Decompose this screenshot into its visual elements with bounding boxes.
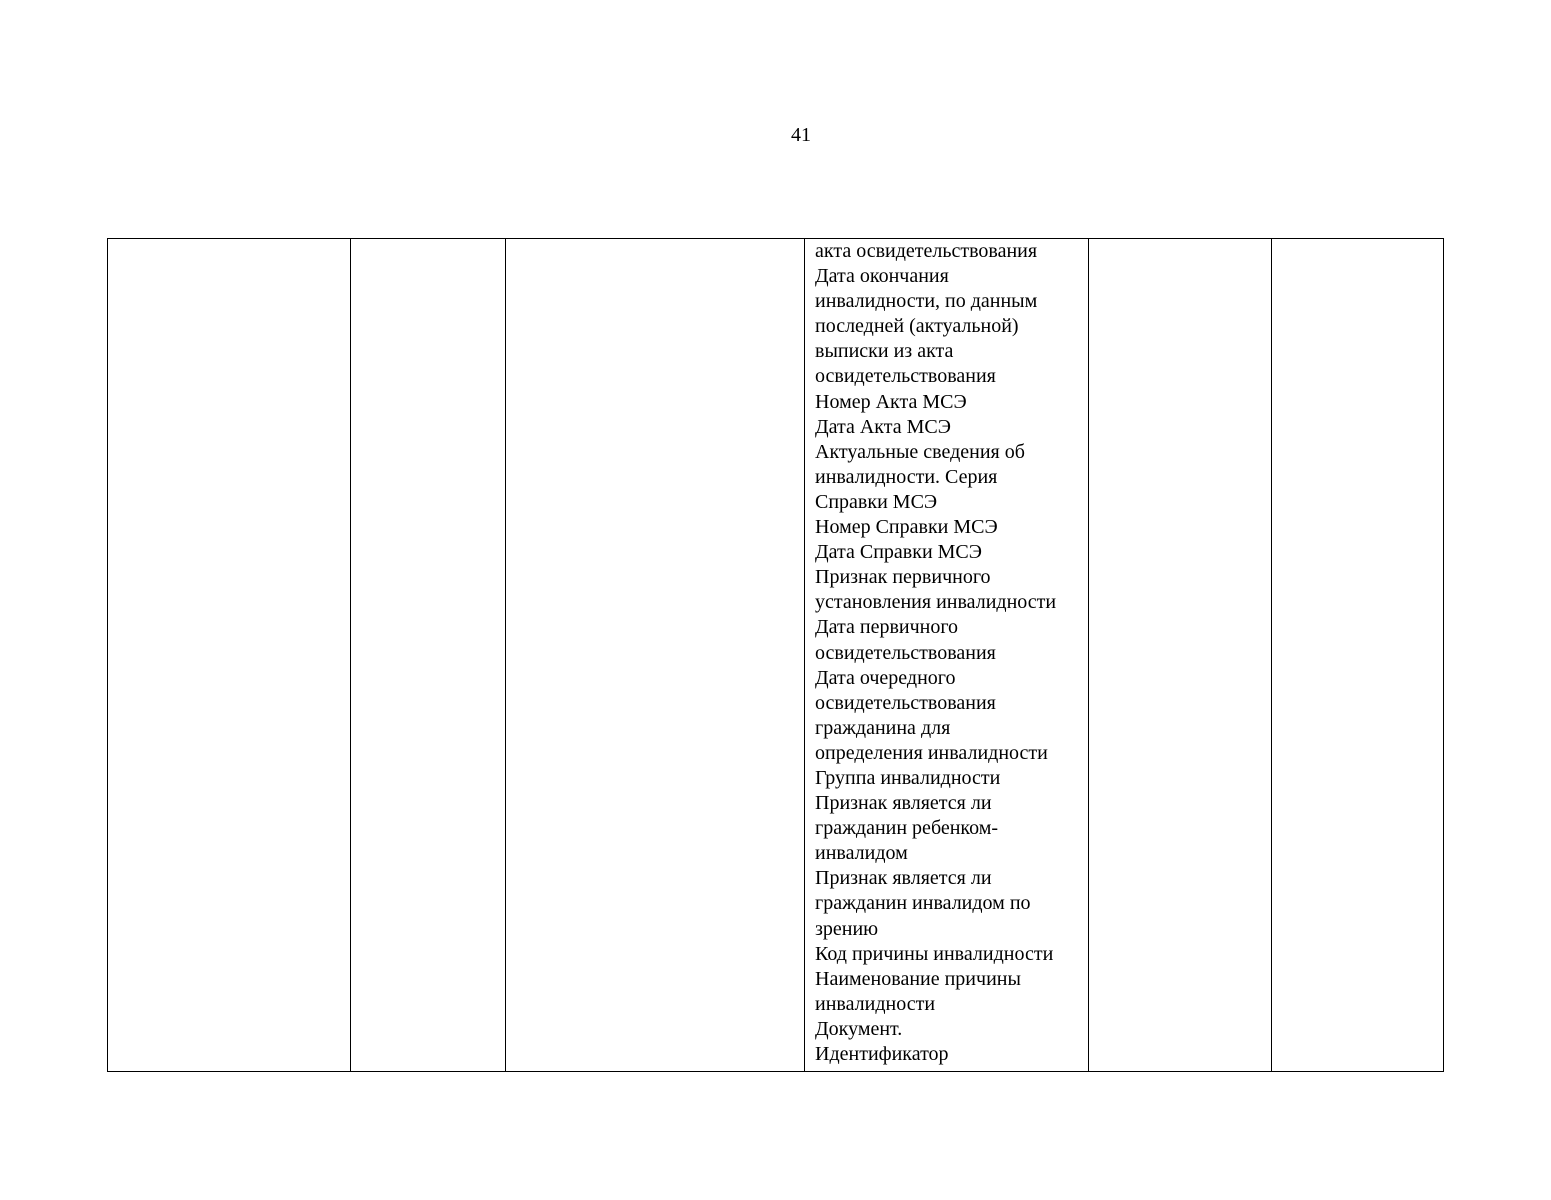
field-line: Идентификатор bbox=[815, 1043, 949, 1065]
field-line: акта освидетельствования bbox=[815, 240, 1038, 262]
field-line: освидетельствования bbox=[815, 691, 996, 714]
field-line: установления инвалидности bbox=[815, 591, 1057, 614]
table-cell-col-3 bbox=[506, 239, 805, 1072]
field-line: гражданин ребенком- bbox=[815, 817, 999, 840]
table-cell-col-2 bbox=[351, 239, 506, 1072]
field-line: Код причины инвалидности bbox=[815, 942, 1054, 965]
table-cell-col-1 bbox=[108, 239, 351, 1072]
field-line: Группа инвалидности bbox=[815, 766, 1001, 789]
field-line: Признак является ли bbox=[815, 792, 992, 815]
field-line: Дата первичного bbox=[815, 616, 959, 639]
field-line: инвалидности. Серия bbox=[815, 465, 998, 488]
field-line: последней (актуальной) bbox=[815, 315, 1019, 338]
field-line: гражданин инвалидом по bbox=[815, 892, 1031, 915]
field-line: Документ. bbox=[815, 1017, 903, 1040]
field-line: Номер Справки МСЭ bbox=[815, 516, 998, 539]
table-cell-col-5 bbox=[1089, 239, 1272, 1072]
field-line: Наименование причины bbox=[815, 967, 1021, 990]
field-line: зрению bbox=[815, 917, 879, 940]
field-line: освидетельствования bbox=[815, 365, 996, 388]
field-line: Дата Справки МСЭ bbox=[815, 541, 982, 564]
table-row bbox=[108, 239, 1444, 1072]
table-cell-col-4 bbox=[805, 239, 1089, 1072]
page-number: 41 bbox=[791, 124, 811, 146]
field-line: инвалидом bbox=[815, 842, 908, 865]
table-cell-col-6 bbox=[1272, 239, 1444, 1072]
field-line: Дата окончания bbox=[815, 265, 949, 288]
field-line: инвалидности, по данным bbox=[815, 290, 1038, 313]
field-line: Признак является ли bbox=[815, 867, 992, 890]
field-line: Признак первичного bbox=[815, 566, 991, 589]
field-line: гражданина для bbox=[815, 716, 951, 739]
field-line: Актуальные сведения об bbox=[815, 440, 1025, 463]
field-line: Номер Акта МСЭ bbox=[815, 390, 967, 413]
field-line: определения инвалидности bbox=[815, 741, 1048, 764]
field-line: инвалидности bbox=[815, 992, 936, 1015]
field-list bbox=[805, 239, 1088, 1067]
field-line: выписки из акта bbox=[815, 340, 954, 363]
field-line: Дата очередного bbox=[815, 666, 956, 689]
field-line: Справки МСЭ bbox=[815, 490, 938, 513]
field-line: освидетельствования bbox=[815, 641, 996, 664]
field-line: Дата Акта МСЭ bbox=[815, 415, 951, 438]
document-table bbox=[107, 238, 1444, 1072]
